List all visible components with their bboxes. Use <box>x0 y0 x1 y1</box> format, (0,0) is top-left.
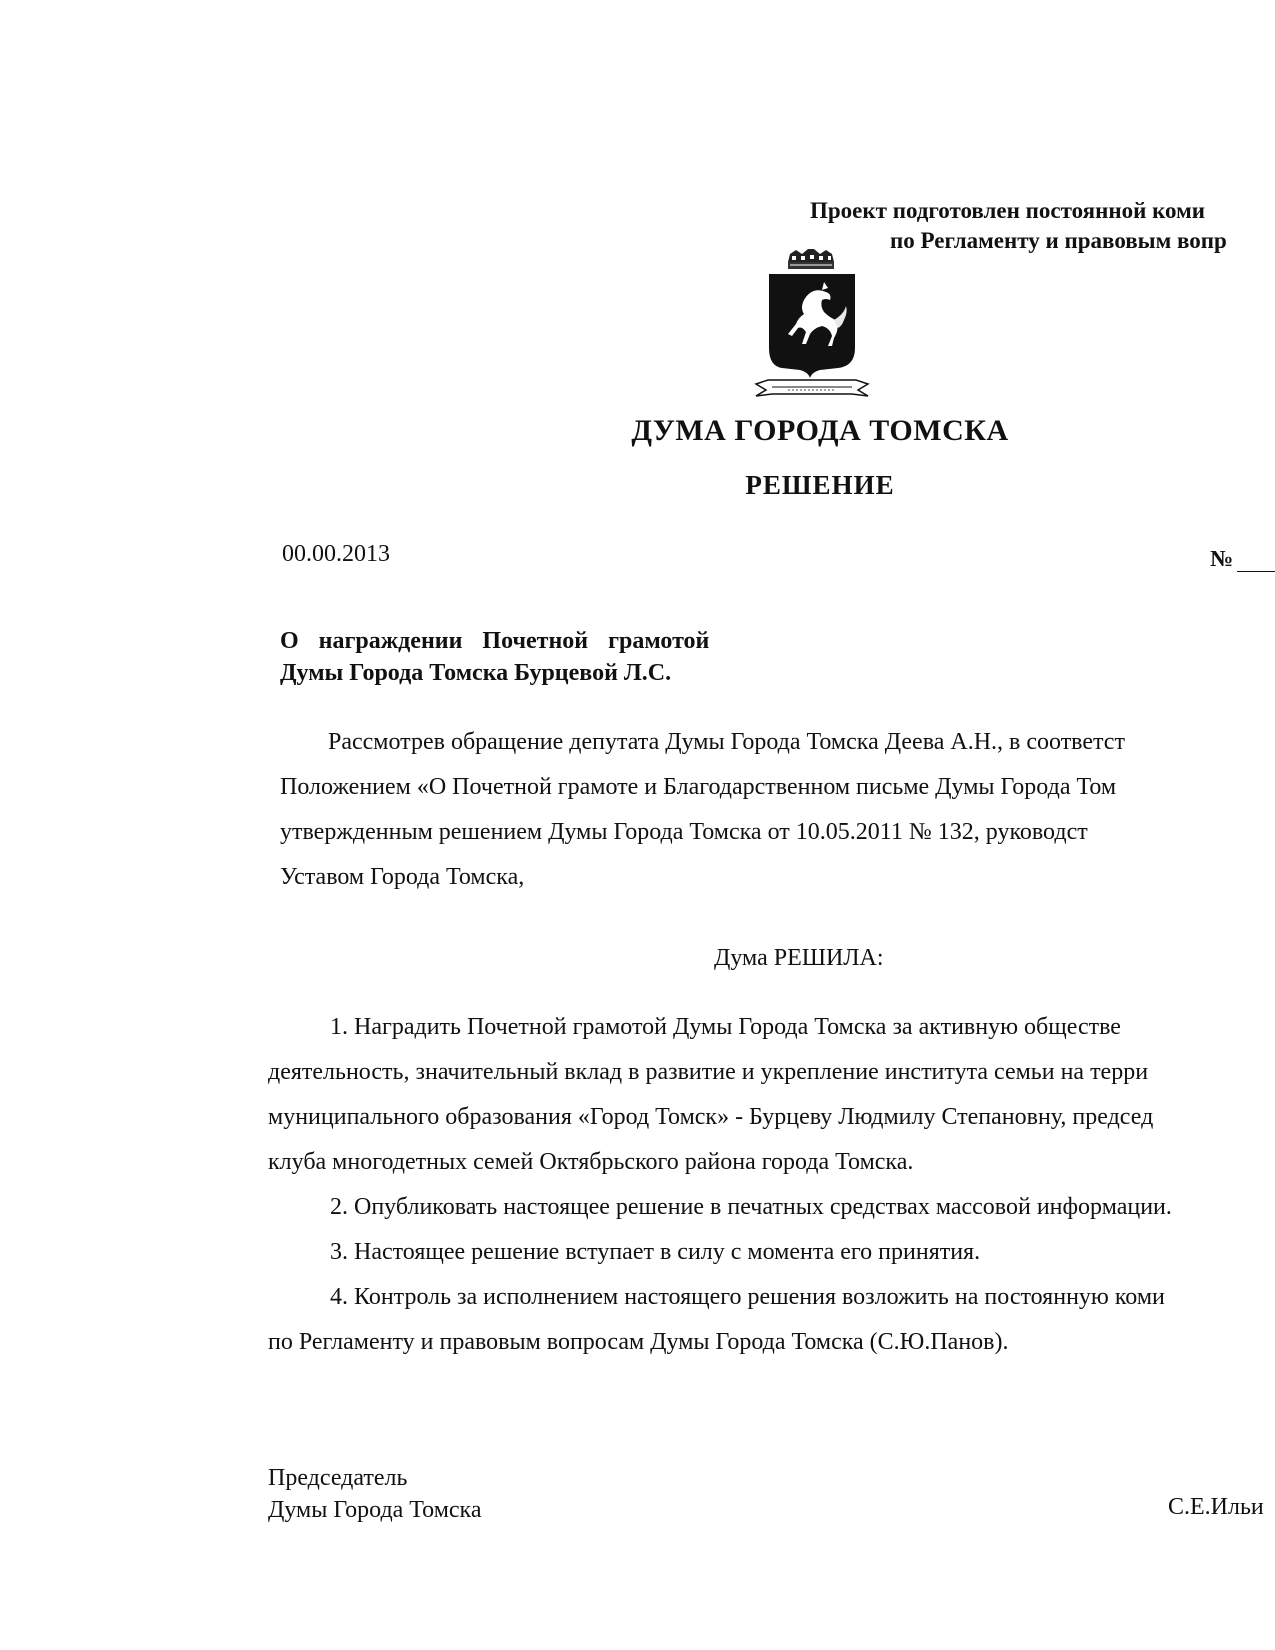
clause-1-line: муниципального образования «Город Томск» - Бурцеву Людмилу Степановну, председ <box>268 1104 1154 1130</box>
number-blank-line <box>1237 549 1275 572</box>
project-note-line-2: по Регламенту и правовым вопр <box>890 228 1227 253</box>
tomsk-coat-of-arms-icon <box>752 248 872 416</box>
document-subject <box>280 625 800 689</box>
preamble-line: Рассмотрев обращение депутата Думы Города Томска Деева А.Н., в соответст <box>328 729 1125 755</box>
subject-line-2: Думы Города Томска Бурцевой Л.С. <box>280 660 672 686</box>
preamble-line: Уставом Города Томска, <box>280 864 525 890</box>
resolved-heading: Дума РЕШИЛА: <box>714 945 884 971</box>
project-note-line-1: Проект подготовлен постоянной коми <box>810 198 1206 223</box>
preamble-paragraph <box>280 720 1275 900</box>
document-type-heading: РЕШЕНИЕ <box>745 470 895 500</box>
signer-name: С.Е.Ильи <box>1168 1494 1264 1520</box>
signer-title-line-2: Думы Города Томска <box>268 1497 482 1523</box>
organization-title: ДУМА ГОРОДА ТОМСКА <box>631 414 1009 447</box>
subject-line-1: О награждении Почетной грамотой <box>280 628 710 654</box>
clause-2: 2. Опубликовать настоящее решение в печатных средствах массовой информации. <box>330 1194 1172 1220</box>
crown-icon <box>788 249 834 269</box>
clause-3: 3. Настоящее решение вступает в силу с момента его принятия. <box>330 1239 981 1265</box>
signature-block <box>268 1462 482 1526</box>
ribbon-icon <box>756 380 868 396</box>
clause-4-line: 4. Контроль за исполнением настоящего решения возложить на постоянную коми <box>330 1284 1165 1310</box>
clause-1-line: клуба многодетных семей Октябрьского района города Томска. <box>268 1149 914 1175</box>
project-prepared-note <box>810 196 1275 256</box>
clause-4-line: по Регламенту и правовым вопросам Думы Города Томска (С.Ю.Панов). <box>268 1329 1009 1355</box>
preamble-line: утвержденным решением Думы Города Томска от 10.05.2011 № 132, руководст <box>280 819 1088 845</box>
signer-title-line-1: Председатель <box>268 1465 408 1491</box>
clause-1-line: деятельность, значительный вклад в развитие и укрепление института семьи на терри <box>268 1059 1149 1085</box>
document-date: 00.00.2013 <box>282 541 390 567</box>
number-label: № <box>1210 546 1234 571</box>
document-number <box>1210 546 1275 572</box>
preamble-line: Положением «О Почетной грамоте и Благодарственном письме Думы Города Том <box>280 774 1117 800</box>
resolution-clauses <box>268 1005 1275 1365</box>
clause-1-line: 1. Наградить Почетной грамотой Думы Города Томска за активную обществе <box>330 1014 1121 1040</box>
